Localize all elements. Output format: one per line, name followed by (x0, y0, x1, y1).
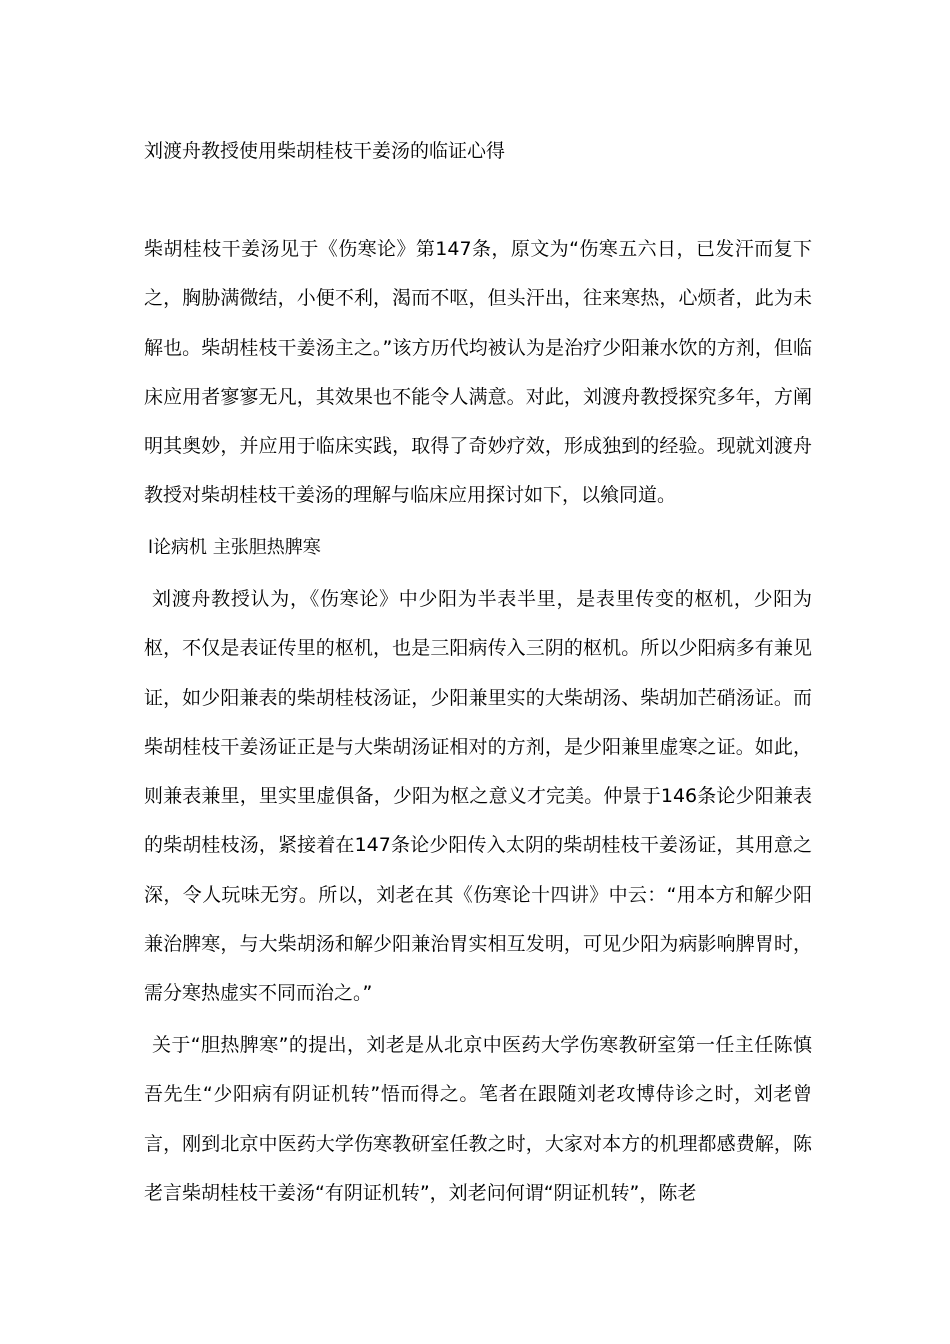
section-paragraph: 刘渡舟教授认为，《伤寒论》中少阳为半表半里，是表里传变的枢机，少阳为枢，不仅是表证传里的枢机，也是三阳病传入三阴的枢机。所以少阳病多有兼见证，如少阳兼表的柴胡桂枝汤证，少阳兼里实的大柴胡汤、柴胡加芒硝汤证。而柴胡桂枝干姜汤证正是与大柴胡汤证相对的方剂，是少阳兼里虚寒之证。如此，则兼表兼里，里实里虚俱备，少阳为枢之意义才完美。仲景于146条论少阳兼表的柴胡桂枝汤，紧接着在147条论少阳传入太阴的柴胡桂枝干姜汤证，其用意之深，令人玩味无穷。所以，刘老在其《伤寒论十四讲》中云：“用本方和解少阳兼治脾寒，与大柴胡汤和解少阳兼治胃实相互发明，可见少阳为病影响脾胃时，需分寒热虚实不同而治之。” (144, 588, 812, 1005)
intro-paragraph: 柴胡桂枝干姜汤见于《伤寒论》第147条，原文为“伤寒五六日，已发汗而复下之，胸胁满微结，小便不利，渴而不呕，但头汗出，往来寒热，心烦者，此为未解也。柴胡桂枝干姜汤主之。”该方历代均被认为是治疗少阳兼水饮的方剂，但临床应用者寥寥无凡，其效果也不能令人满意。对此，刘渡舟教授探究多年，方阐明其奥妙，并应用于临床实践，取得了奇妙疗效，形成独到的经验。现就刘渡舟教授对柴胡桂枝干姜汤的理解与临床应用探讨如下，以飨同道。 (144, 238, 812, 507)
section-heading: l论病机 主张胆热脾寒 (148, 537, 321, 558)
document-title: 刘渡舟教授使用柴胡桂枝干姜汤的临证心得 (144, 140, 506, 162)
section-paragraph-continued: 关于“胆热脾寒”的提出，刘老是从北京中医药大学伤寒教研室第一任主任陈慎吾先生“少阳病有阴证机转”悟而得之。笔者在跟随刘老攻博侍诊之时，刘老曾言，刚到北京中医药大学伤寒教研室任教之时，大家对本方的机理都感费解，陈老言柴胡桂枝干姜汤“有阴证机转”，刘老问何谓“阴证机转”，陈老 (144, 1034, 812, 1204)
